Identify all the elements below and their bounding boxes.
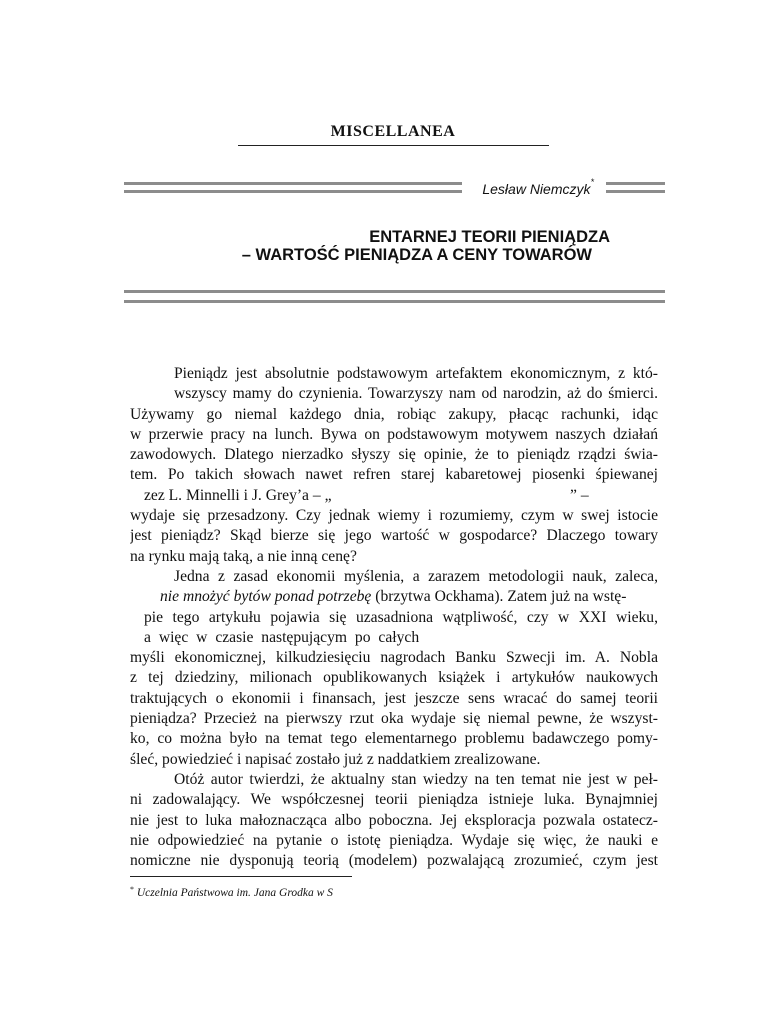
header-stripe-1	[124, 182, 462, 185]
footnote-mark: *	[130, 885, 134, 894]
body-line: Jedna z zasad ekonomii myślenia, a zarazem metodologii nauk, zaleca,	[174, 567, 658, 585]
body-line: w przerwie pracy na lunch. Bywa on podstawowym motywem naszych działań	[130, 425, 658, 443]
header-stripe-4	[606, 190, 665, 193]
author-name: Lesław Niemczyk*	[482, 177, 594, 197]
body-line-fragment: ” –	[570, 486, 589, 504]
footnote-text: Uczelnia Państwowa im. Jana Grodka w S	[136, 887, 333, 899]
body-line: Pieniądz jest absolutnie podstawowym artefaktem ekonomicznym, z któ-	[174, 365, 658, 382]
article-title-line-2: – WARTOŚĆ PIENIĄDZA A CENY TOWARÓW	[241, 246, 592, 264]
body-line: ni zadowalający. We współczesnej teorii pieniądza istnieje luka. Bynajmniej	[130, 791, 658, 809]
body-line: śleć, powiedzieć i napisać zostało już z naddatkiem zrealizowane.	[130, 750, 541, 768]
body-line-fragment: zez L. Minnelli i J. Grey’a – „	[144, 486, 332, 504]
article-body	[130, 364, 658, 871]
body-line: ko, co można było na temat tego elementarnego problemu badawczego pomy-	[130, 730, 658, 748]
header-stripe-3	[606, 182, 665, 185]
article-title-line-1: ENTARNEJ TEORII PIENIĄDZA	[369, 228, 610, 246]
author-footnote-mark: *	[590, 177, 594, 187]
header-stripe-2	[124, 190, 462, 193]
latin-principle: nie mnożyć bytów ponad potrzebę	[160, 588, 372, 606]
body-line: tem. Po takich słowach nawet refren starej kabaretowej piosenki śpiewanej	[130, 466, 658, 484]
body-line: myśli ekonomicznej, kilkudziesięciu nagrodach Banku Szwecji im. A. Nobla	[130, 649, 658, 667]
body-line: zawodowych. Dlatego nierzadko słyszy się opinie, że to pieniądz rządzi świa-	[130, 446, 658, 464]
body-line: Otóż autor twierdzi, że aktualny stan wiedzy na ten temat nie jest w peł-	[174, 770, 658, 788]
body-line: nie jest to luka małoznacząca albo poboczna. Jej eksploracja pozwala ostatecz-	[130, 811, 658, 829]
body-line: pie tego artykułu pojawia się uzasadniona wątpliwość, czy w XXI wieku,	[144, 608, 658, 626]
section-title-underline	[238, 145, 549, 146]
body-line: Używamy go niemal każdego dnia, robiąc zakupy, płacąc rachunki, idąc	[130, 405, 658, 423]
body-line-fragment: (brzytwa Ockhama). Zatem już na wstę-	[375, 588, 627, 606]
body-line: wszyscy mamy do czynienia. Towarzyszy nam od narodzin, aż do śmierci.	[174, 385, 658, 403]
section-title: MISCELLANEA	[330, 123, 456, 140]
body-line	[130, 587, 658, 607]
body-line: pieniądza? Przecież na pierwszy rzut oka wydaje się niemal pewne, że wszyst-	[130, 710, 658, 728]
body-line: nomiczne nie dysponują teorią (modelem) pozwalającą zrozumieć, czym jest	[130, 852, 658, 870]
footnote-separator	[130, 876, 352, 877]
title-stripe-1	[124, 290, 665, 293]
footnote	[130, 887, 333, 899]
body-line: wydaje się przesadzony. Czy jednak wiemy i rozumiemy, czym w swej istocie	[130, 507, 658, 525]
body-line: na rynku mają taką, a nie inną cenę?	[130, 547, 357, 565]
body-line	[130, 486, 658, 506]
body-line: nie odpowiedzieć na pytanie o istotę pieniądza. Wydaje się więc, że nauki e	[130, 831, 658, 849]
body-line: jest pieniądz? Skąd bierze się jego wartość w gospodarce? Dlaczego towary	[130, 527, 658, 545]
body-line: z tej dziedziny, milionach opublikowanych książek i artykułów naukowych	[130, 669, 658, 687]
body-line: a więc w czasie następującym po całych	[144, 628, 420, 646]
body-line: traktujących o ekonomii i finansach, jest jeszcze sens wracać do samej teorii	[130, 689, 658, 707]
title-stripe-2	[124, 300, 665, 303]
